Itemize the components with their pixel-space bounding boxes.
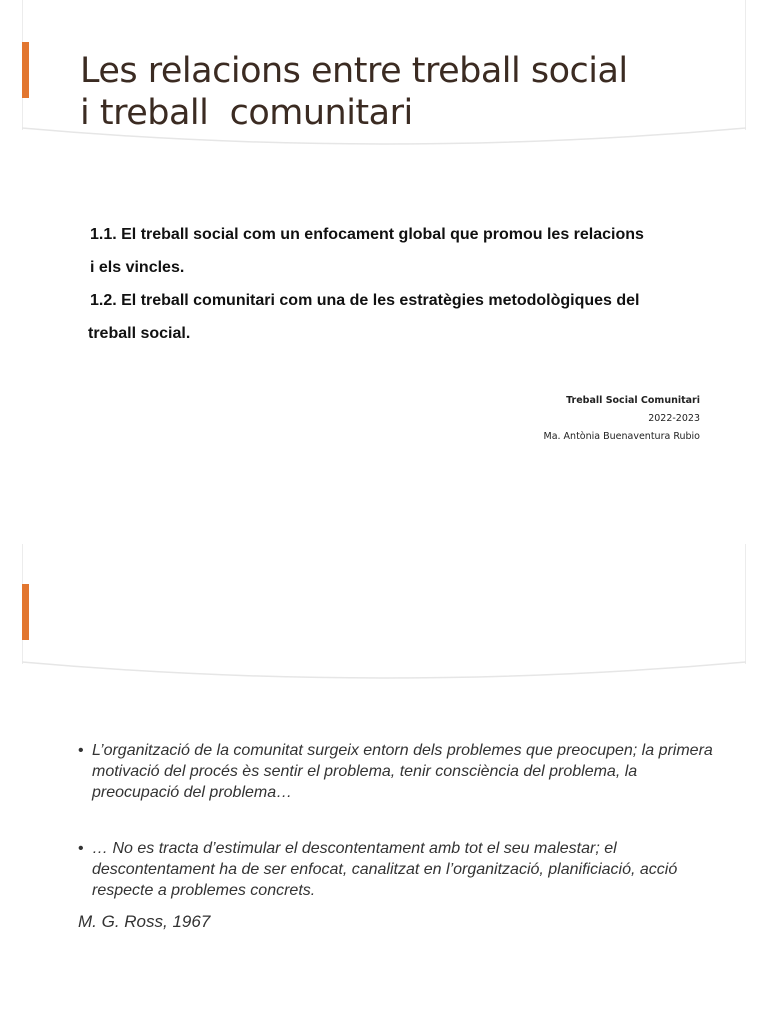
toc-line: treball social. bbox=[88, 325, 191, 342]
quote-bullet bbox=[78, 838, 718, 901]
header-divider-curve bbox=[22, 654, 746, 694]
toc-line: 1.2. El treball comunitari com una de les estratègies metodològiques del bbox=[90, 292, 640, 309]
slide-quotes bbox=[0, 544, 768, 1024]
slide-title-heading bbox=[80, 50, 720, 134]
academic-year: 2022-2023 bbox=[648, 413, 700, 424]
slide-border-right bbox=[745, 0, 746, 130]
toc-line: 1.1. El treball social com un enfocament global que promou les relacions bbox=[90, 226, 644, 243]
quote-attribution: M. G. Ross, 1967 bbox=[78, 912, 211, 931]
title-line-1: Les relacions entre treball social bbox=[80, 51, 628, 91]
credits-block bbox=[544, 392, 701, 446]
accent-bar bbox=[22, 584, 29, 640]
toc-line: i els vincles. bbox=[90, 259, 185, 276]
quote-list bbox=[78, 740, 718, 932]
table-of-contents bbox=[88, 218, 688, 350]
title-line-2: i treball comunitari bbox=[80, 93, 413, 133]
accent-bar bbox=[22, 42, 29, 98]
quote-text: … No es tracta d’estimular el descontentament amb tot el seu malestar; el descontentament ha de ser enfocat, canalitzat en l’organització, planificiació, acció respecte a problemes concrets. bbox=[92, 840, 678, 899]
author-name: Ma. Antònia Buenaventura Rubio bbox=[543, 431, 700, 442]
course-name: Treball Social Comunitari bbox=[566, 395, 700, 406]
slide-border-right bbox=[745, 544, 746, 664]
quote-text: L’organització de la comunitat surgeix entorn dels problemes que preocupen; la primera motivació del procés ès sentir el problema, tenir consciència del problema, la preocupació del problema… bbox=[92, 742, 713, 801]
bullet-glyph: • bbox=[78, 840, 84, 857]
quote-bullet bbox=[78, 740, 718, 803]
bullet-glyph: • bbox=[78, 742, 84, 759]
